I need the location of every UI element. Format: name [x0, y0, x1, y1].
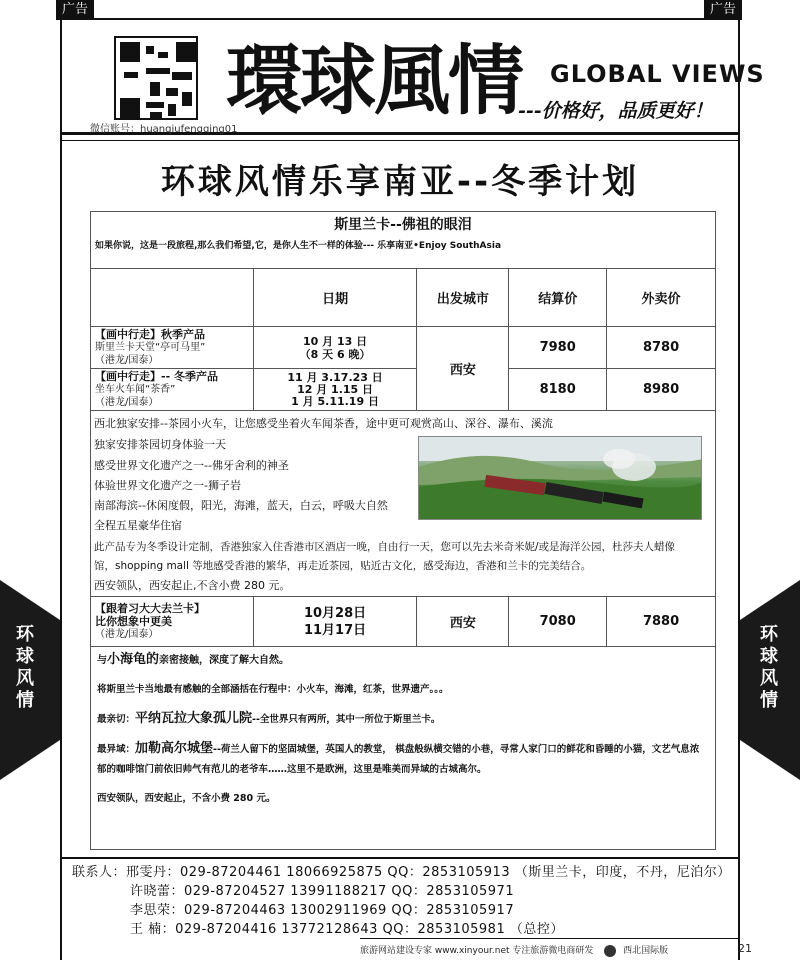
page-title: 环球风情乐享南亚--冬季计划 [160, 162, 640, 202]
section2-details [90, 646, 716, 850]
date-text: 11 月 3.17.23 日 [287, 370, 383, 384]
header-retail-price: 外卖价 [607, 269, 716, 327]
contact-line: 李思荣：029-87204463 13002911969 QQ：2853105917 [130, 903, 515, 918]
header-rule-thin [60, 140, 740, 141]
retail-price: 8780 [607, 327, 716, 369]
desc-line: 全程五星豪华住宿 [94, 519, 182, 532]
date-text: 10月28日 [303, 605, 367, 621]
p1-rest: 亲密接触，深度了解大自然。 [159, 655, 290, 666]
settle-price: 7980 [509, 327, 607, 369]
page-number: 21 [738, 942, 752, 955]
ad-label-left: 广告 [56, 0, 94, 20]
retail-price: 7880 [607, 597, 716, 647]
contact-line: 联系人：邢雯丹：029-87204461 18066925875 QQ：2853105913 （斯里兰卡，印度，不丹，尼泊尔） [72, 865, 731, 880]
section-title: 斯里兰卡--佛祖的眼泪 [91, 212, 716, 236]
p2-text: 将斯里兰卡当地最有感触的全部涵括在行程中：小火车，海滩，红茶，世界遗产。。。 [97, 684, 449, 695]
edition-icon [604, 945, 616, 957]
settle-price: 8180 [509, 369, 607, 411]
header-city: 出发城市 [417, 269, 509, 327]
footer-rule [360, 938, 740, 939]
desc-line: 馆，shopping mall 等地感受香港的繁华，再走近茶园，贴近古文化，感受海边，香港和兰卡的完美结合。 [94, 560, 592, 572]
product-name: 【画中行走】秋季产品 [95, 328, 205, 341]
tea-train-photo [418, 436, 702, 520]
p3-rest: --全世界只有两所，其中一所位于斯里兰卡。 [252, 714, 441, 725]
slogan: ---价格好，品质更好！ [518, 100, 713, 122]
product-airline: （港龙/国泰） [95, 397, 159, 408]
p4-rest: --荷兰人留下的坚固城堡，英国人的教堂， 棋盘般纵横交错的小巷，寻常人家门口的鲜花和昏睡的小猫，文艺气息浓 [213, 744, 700, 755]
date-text: 11月17日 [303, 622, 367, 638]
p1-prefix: 与 [97, 655, 107, 666]
retail-price: 8980 [607, 369, 716, 411]
desc-line: 体验世界文化遗产之一-狮子岩 [94, 479, 241, 492]
product-airline: （港龙/国泰） [95, 629, 159, 640]
date-text: 12 月 1.15 日 [297, 382, 374, 396]
table-row [91, 597, 716, 647]
footer [360, 942, 752, 957]
footer-text: 旅游网站建设专家 www.xinyour.net 专注旅游微电商研发 [360, 946, 594, 956]
contact-line: 王 楠：029-87204416 13772128643 QQ：2853105981 （总控） [130, 922, 564, 937]
contact-list [72, 863, 731, 939]
footer-edition: 西北国际版 [623, 946, 669, 956]
header-date: 日期 [253, 269, 417, 327]
desc-line: 南部海滨--休闲度假，阳光，海滩，蓝天，白云，呼吸大自然 [94, 499, 388, 512]
product-name: 【画中行走】-- 冬季产品 [95, 370, 218, 383]
contact-line: 许晓蕾：029-87204527 13991188217 QQ：2853105971 [130, 884, 515, 899]
side-text-right: 环球风情 [760, 624, 778, 711]
depart-city: 西安 [417, 327, 509, 411]
contacts-rule [60, 857, 740, 859]
product-airline: （港龙/国泰） [95, 355, 159, 366]
p4-continued: 郁的咖啡馆门前依旧帅气有范儿的老爷车……这里不是欧洲，这里是唯美而异域的古城高尔。 [97, 764, 487, 775]
p3-prefix: 最亲切： [97, 714, 136, 725]
section-intro: 如果你说，这是一段旅程,那么我们希望,它，是你人生不一样的体验--- 乐享南亚•Enjoy SouthAsia [91, 236, 716, 269]
product-name: 【跟着习大大去兰卡】 [95, 602, 205, 615]
top-rule [60, 18, 740, 20]
desc-line: 西北独家安排--茶园小火车，让您感受坐着火车闻茶香，途中更可观赏高山、深谷、瀑布、溪流 [94, 417, 553, 430]
table-row [91, 327, 716, 369]
p3-highlight: 平纳瓦拉大象孤儿院 [135, 711, 253, 726]
product-sub: 坐车火车闻“茶香” [95, 384, 176, 395]
ad-label-right: 广告 [704, 0, 742, 20]
date-text: 1 月 5.11.19 日 [291, 394, 379, 408]
header-settle-price: 结算价 [509, 269, 607, 327]
p4-highlight: 加勒高尔城堡 [135, 741, 214, 756]
product-sub: 比你想象中更美 [95, 615, 172, 628]
desc-line: 感受世界文化遗产之一--佛牙舍利的神圣 [94, 459, 289, 472]
desc-line: 此产品专为冬季设计定制，香港独家入住香港市区酒店一晚，自由行一天，您可以先去米奇米妮/或是海洋公园，杜莎夫人蜡像 [94, 541, 676, 553]
p4-prefix: 最异域： [97, 744, 136, 755]
qr-code-icon [114, 36, 198, 120]
side-text-left: 环球风情 [16, 624, 34, 711]
desc-line: 西安领队，西安起止,不含小费 280 元。 [94, 579, 291, 592]
table-row [91, 369, 716, 411]
product-sub: 斯里兰卡天堂“亭可马里” [95, 342, 206, 353]
header-product [91, 269, 254, 327]
depart-city: 西安 [417, 597, 509, 647]
date-text: 10 月 13 日 [303, 334, 368, 348]
settle-price: 7080 [509, 597, 607, 647]
date-text: （8 天 6 晚） [299, 347, 371, 361]
brand-logo-en: GLOBAL VIEWS [550, 60, 765, 88]
wechat-account: 微信账号：huanqiufengqing01 [90, 124, 238, 135]
desc-line: 独家安排茶园切身体验一天 [94, 438, 226, 451]
brand-logo-cn: 環球風情 [226, 36, 522, 125]
p5-text: 西安领队，西安起止，不含小费 280 元。 [97, 793, 276, 804]
p1-highlight: 小海龟的 [107, 652, 160, 667]
